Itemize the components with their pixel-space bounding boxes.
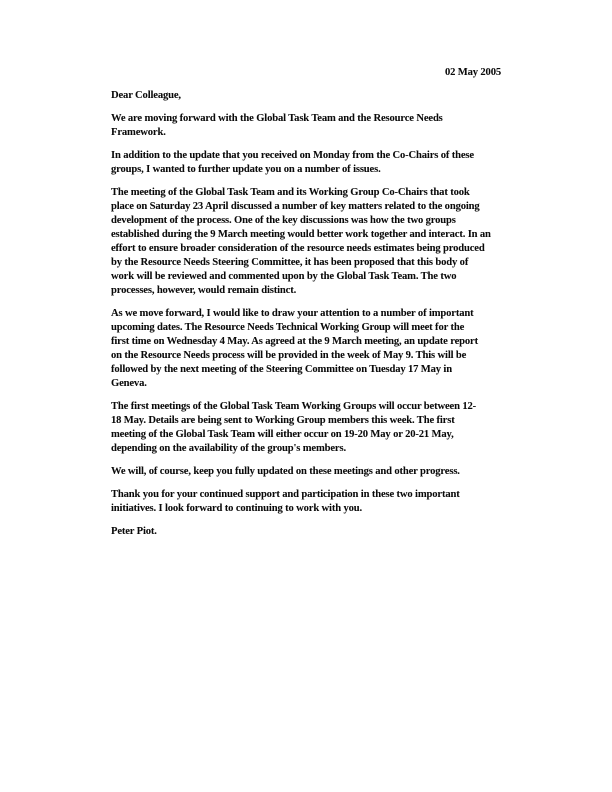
paragraph-1 [111,112,523,140]
signature: Peter Piot. [111,526,157,537]
text-line: effort to ensure broader consideration of the resource needs estimates being produced [111,243,485,254]
text-line: As we move forward, I would like to draw your attention to a number of important [111,308,474,319]
text-line: processes, however, would remain distinct. [111,285,297,296]
text-line: We will, of course, keep you fully updated on these meetings and other progress. [111,466,460,477]
text-line: initiatives. I look forward to continuing to work with you. [111,503,363,514]
text-line: groups, I wanted to further update you on a number of issues. [111,164,381,175]
text-line: The meeting of the Global Task Team and its Working Group Co-Chairs that took [111,187,470,198]
paragraph-7 [111,488,523,516]
text-line: established during the 9 March meeting would better work together and interact. In an [111,229,491,240]
text-line: development of the process. One of the key discussions was how the two groups [111,215,456,226]
text-line: In addition to the update that you received on Monday from the Co-Chairs of these [111,150,474,161]
text-line: work will be reviewed and commented upon by the Global Task Team. The two [111,271,457,282]
paragraph-2 [111,149,523,177]
text-line: depending on the availability of the group's members. [111,443,346,454]
letter-date: 02 May 2005 [444,67,501,78]
text-line: 18 May. Details are being sent to Working Group members this week. The first [111,415,455,426]
text-line: Geneva. [111,378,147,389]
text-line: Thank you for your continued support and participation in these two important [111,489,460,500]
text-line: on the Resource Needs process will be provided in the week of May 9. This will be [111,350,467,361]
text-line: by the Resource Needs Steering Committee, it has been proposed that this body of [111,257,469,268]
paragraph-3 [111,186,523,298]
salutation: Dear Colleague, [111,90,181,101]
paragraph-6 [111,465,523,479]
text-line: place on Saturday 23 April discussed a number of key matters related to the ongoing [111,201,480,212]
text-line: The first meetings of the Global Task Team Working Groups will occur between 12- [111,401,476,412]
paragraph-4 [111,307,523,391]
paragraph-5 [111,400,523,456]
text-line: Framework. [111,127,166,138]
text-line: We are moving forward with the Global Task Team and the Resource Needs [111,113,443,124]
text-line: followed by the next meeting of the Steering Committee on Tuesday 17 May in [111,364,452,375]
letter-page [111,66,523,548]
text-line: meeting of the Global Task Team will either occur on 19-20 May or 20-21 May, [111,429,454,440]
text-line: first time on Wednesday 4 May. As agreed at the 9 March meeting, an update report [111,336,478,347]
text-line: upcoming dates. The Resource Needs Technical Working Group will meet for the [111,322,465,333]
